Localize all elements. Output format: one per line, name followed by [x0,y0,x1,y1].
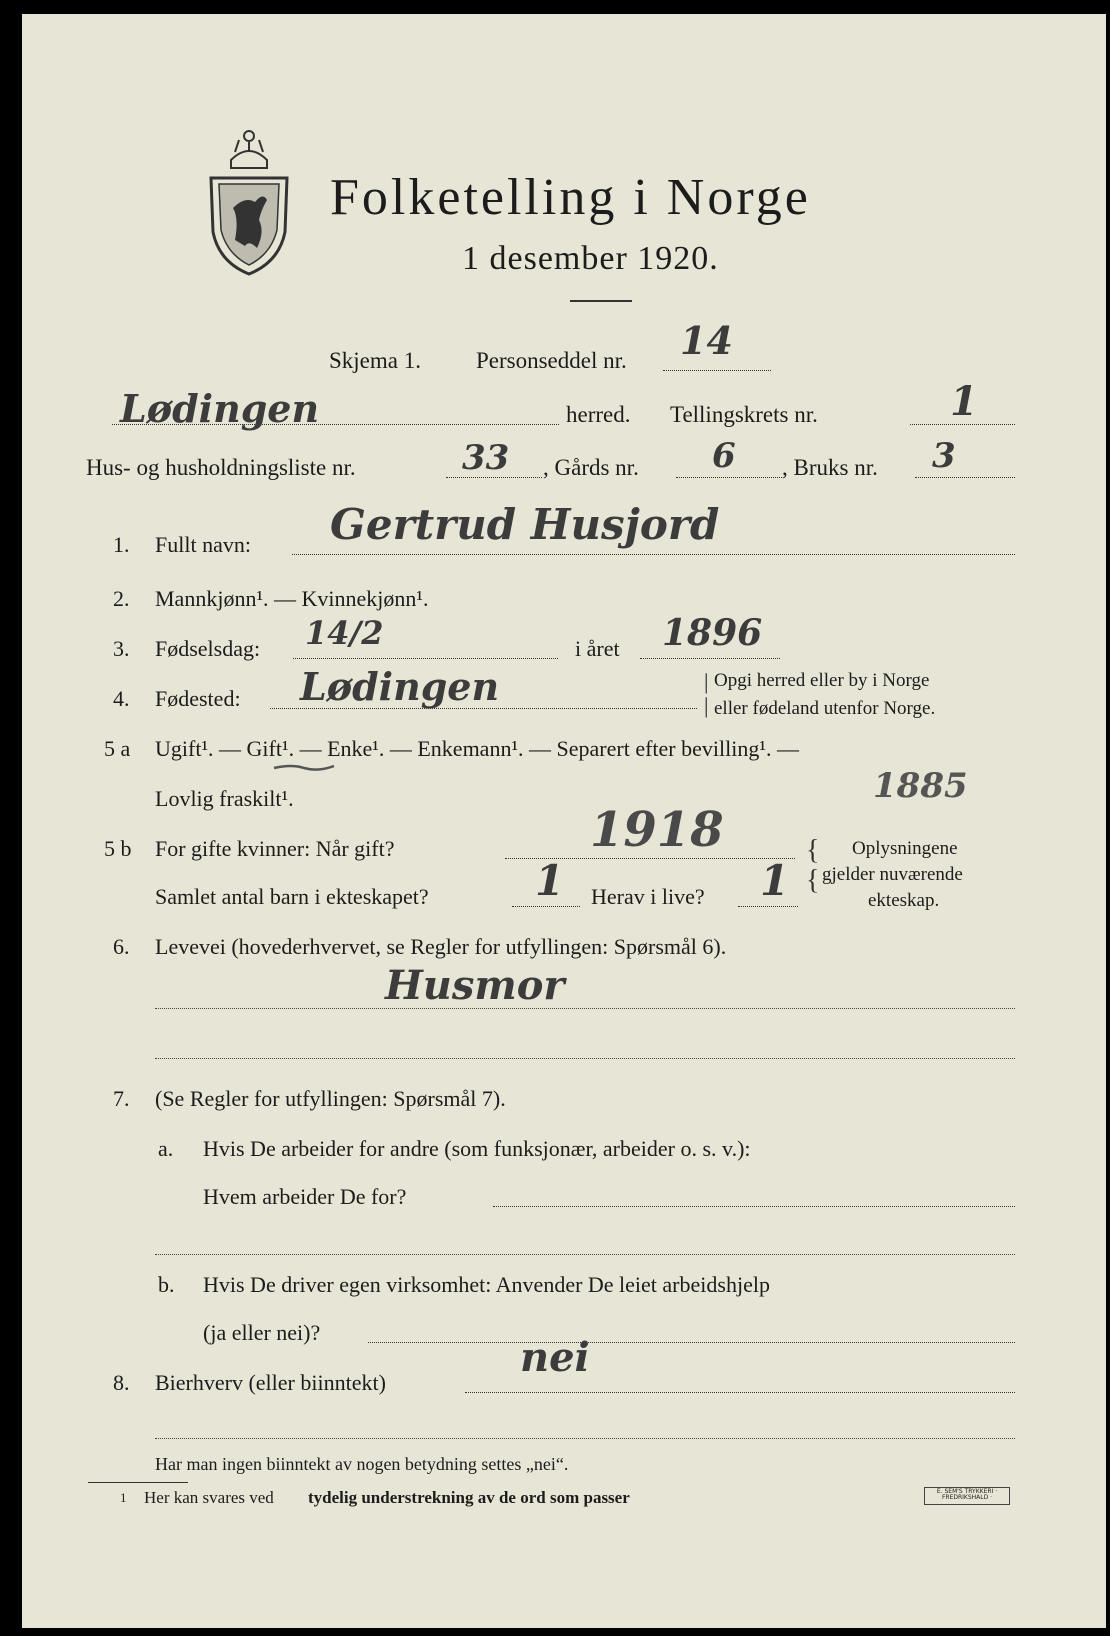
q8-label: Bierhverv (eller biinntekt) [155,1370,386,1395]
tellingskrets-value: 1 [950,378,978,425]
q5a-label: Ugift¹. — Gift¹. — Enke¹. — Enkemann¹. — Separert efter bevilling¹. — [155,736,799,761]
footnote-plain: Her kan svares ved [144,1488,274,1507]
census-date: 1 desember 1920. [462,240,719,277]
q7b-text2: (ja eller nei)? [203,1320,321,1345]
q7b-text: Hvis De driver egen virksomhet: Anvender De leiet arbeidshjelp [203,1272,770,1297]
norway-lion-crest-icon [205,122,293,277]
bruks-line [915,477,1015,478]
personseddel-label: Personseddel nr. [476,348,627,373]
q6-line-1 [155,1008,1015,1009]
footnote-bold: tydelig understrekning av de ord som passer [308,1488,630,1507]
q7a-letter: a. [158,1136,174,1161]
gards-value: 6 [712,436,736,476]
q5b-barn-line [512,906,580,907]
q7-number: 7. [113,1086,130,1111]
gards-line [676,477,782,478]
q4-value: Lødingen [300,664,500,709]
q5b-label: For gifte kvinner: Når gift? [155,836,395,861]
hus-value: 33 [462,438,510,478]
q7a-text: Hvis De arbeider for andre (som funksjonær, arbeider o. s. v.): [203,1136,751,1161]
q4-label: Fødested: [155,686,241,711]
q5b-value: 1918 [590,802,724,858]
q7b-letter: b. [158,1272,175,1297]
q5b-live-value: 1 [760,856,790,905]
footnote-mark: 1 [120,1490,127,1505]
q5a-label2: Lovlig fraskilt¹. [155,786,294,811]
q7b-line [368,1342,1015,1343]
q5b-barn-value: 1 [535,856,565,905]
hus-label: Hus- og husholdningsliste nr. [86,455,356,480]
q8-number: 8. [113,1370,130,1395]
page-title: Folketelling i Norge [330,169,811,226]
q8-line [465,1392,1015,1393]
q3-year-line [640,658,780,659]
q1-label: Fullt navn: [155,532,251,557]
q5b-number: 5 b [104,836,132,861]
q8-value: nei [520,1334,590,1381]
q5a-margin-note: 1885 [873,766,968,806]
q6-number: 6. [113,934,130,959]
q5b-note-line1: Oplysningene [852,838,958,859]
gift-underline [272,762,336,774]
q5b-note-line3: ekteskap. [868,890,940,911]
title-divider [570,300,632,302]
q8-line-2 [155,1438,1015,1439]
q7-label: (Se Regler for utfyllingen: Spørsmål 7). [155,1086,506,1111]
personseddel-line [663,370,771,371]
q1-value: Gertrud Husjord [330,500,720,549]
bruks-label: , Bruks nr. [782,455,878,480]
q6-line-2 [155,1058,1015,1059]
q4-note-line2: eller fødeland utenfor Norge. [714,698,936,719]
q5b-note-line2: gjelder nuværende [822,864,963,885]
q6-label: Levevei (hovederhvervet, se Regler for utfyllingen: Spørsmål 6). [155,934,727,959]
tellingskrets-label: Tellingskrets nr. [670,402,818,427]
q3-number: 3. [113,636,130,661]
personseddel-value: 14 [680,318,733,363]
q5a-number: 5 a [104,736,131,761]
q1-line [292,554,1015,555]
q6-value: Husmor [385,962,565,1009]
bruks-value: 3 [932,436,956,476]
herred-value: Lødingen [120,386,320,431]
q4-brace: | | [704,669,709,718]
q5b-live-line [738,906,798,907]
q7a-line-2 [155,1254,1015,1255]
gards-label: , Gårds nr. [543,455,639,480]
q4-note-line1: Opgi herred eller by i Norge [714,670,930,691]
q3-label: Fødselsdag: [155,636,261,661]
q5b-live-label: Herav i live? [591,884,705,909]
footnote-divider [88,1482,188,1483]
q5b-barn-label: Samlet antal barn i ekteskapet? [155,884,429,909]
q1-number: 1. [113,532,130,557]
q5b-brace: { { [806,835,820,896]
q3-year-value: 1896 [662,612,763,654]
q3-value: 14/2 [305,614,384,652]
q4-number: 4. [113,686,130,711]
q2-number: 2. [113,586,130,611]
skjema-label: Skjema 1. [329,348,421,373]
q3-line [293,658,558,659]
herred-label: herred. [566,402,631,427]
q7a-line [493,1206,1015,1207]
footer-note: Har man ingen biinntekt av nogen betydning settes „nei“. [155,1454,569,1474]
printer-stamp-text: E. SEM'S TRYKKERI · FREDRIKSHALD · [936,1488,998,1501]
q7a-text2: Hvem arbeider De for? [203,1184,407,1209]
q2-label: Mannkjønn¹. — Kvinnekjønn¹. [155,586,429,611]
q3-year-label: i året [575,636,620,661]
